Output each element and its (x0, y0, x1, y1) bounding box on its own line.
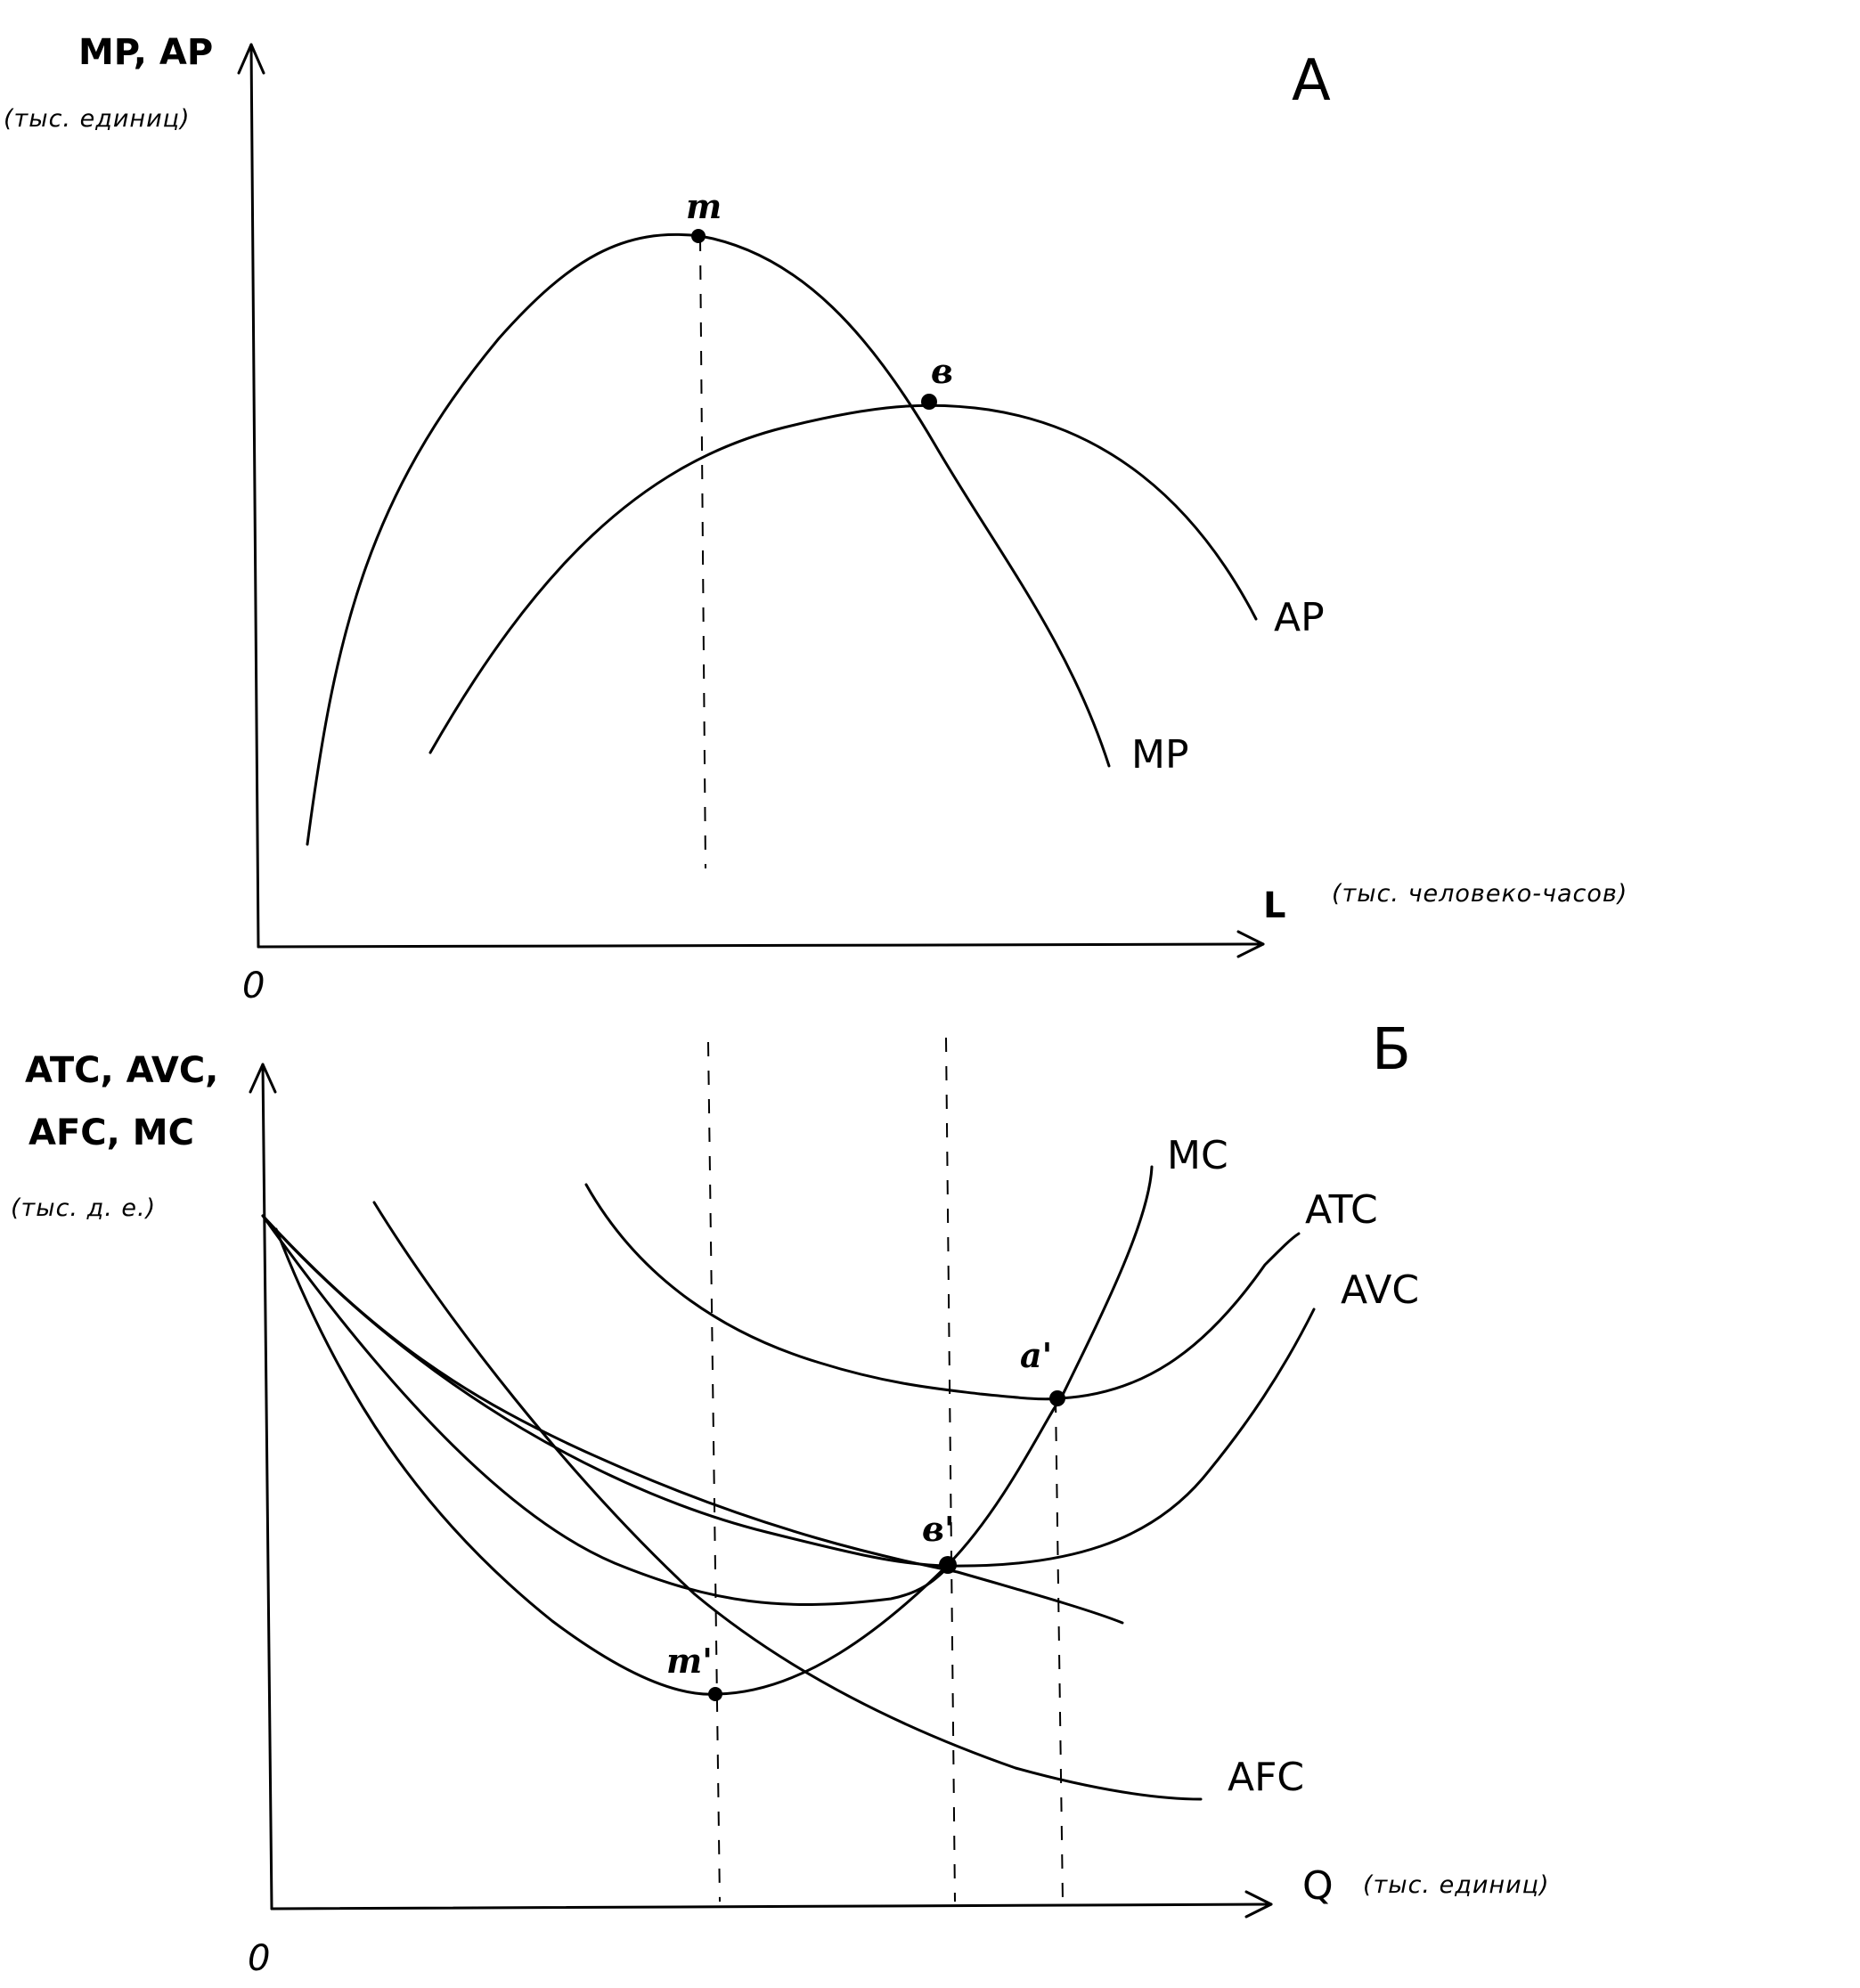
point-b-prime (939, 1556, 957, 1574)
panel-a-x-axis-label: L (1263, 885, 1286, 926)
atc-curve-label: ATC (1305, 1187, 1378, 1233)
point-a-prime-label: a' (1020, 1335, 1053, 1375)
avc-curve (263, 1216, 1314, 1566)
panel-a-y-axis (251, 45, 258, 947)
panel-b-y-axis-label-1: ATC, AVC, (25, 1050, 219, 1091)
panel-a-guide-m (700, 237, 706, 868)
panel-b-y-axis-unit: (тыс. д. е.) (11, 1194, 157, 1222)
ap-curve-label: AP (1274, 595, 1325, 640)
point-m-prime (708, 1687, 722, 1701)
point-m (691, 229, 706, 243)
panel-a-x-axis (258, 944, 1263, 947)
panel-b (11, 1017, 1550, 1979)
panel-b-title: Б (1372, 1017, 1411, 1083)
mp-curve-label: MP (1131, 732, 1189, 778)
panel-a (4, 32, 1628, 1006)
ap-curve (430, 405, 1256, 753)
panel-b-x-axis-label: Q (1302, 1863, 1334, 1909)
mc-curve-label: MC (1167, 1133, 1228, 1178)
panel-b-y-axis-label-2: AFC, MC (29, 1112, 194, 1153)
panel-b-x-axis-unit: (тыс. единиц) (1363, 1871, 1550, 1899)
guide-m-prime (708, 1042, 720, 1902)
point-m-label: m (686, 186, 722, 226)
avc-curve-label: AVC (1341, 1267, 1420, 1313)
panel-a-y-axis-unit: (тыс. единиц) (4, 105, 191, 133)
point-b (921, 394, 937, 410)
point-b-prime-label: в' (922, 1509, 955, 1549)
panel-a-title: А (1292, 48, 1331, 114)
point-m-prime-label: m' (666, 1641, 713, 1681)
afc-curve-main (374, 1202, 1201, 1799)
panel-b-origin: 0 (248, 1938, 271, 1979)
guide-b-prime (946, 1038, 955, 1902)
mc-curve (276, 1167, 1152, 1694)
point-b-label: в (931, 351, 953, 391)
panel-b-y-axis (263, 1064, 272, 1909)
panel-a-origin: 0 (242, 965, 265, 1006)
atc-curve (586, 1185, 1299, 1399)
point-a-prime (1049, 1390, 1065, 1406)
afc-curve-label: AFC (1228, 1755, 1305, 1800)
panel-a-y-axis-label: MP, AP (78, 32, 214, 73)
guide-a-prime (1056, 1398, 1063, 1902)
panel-a-x-axis-unit: (тыс. человеко-часов) (1332, 880, 1628, 908)
afc-curve (263, 1216, 1122, 1623)
mp-curve (307, 234, 1109, 844)
panel-b-x-axis (272, 1904, 1271, 1909)
